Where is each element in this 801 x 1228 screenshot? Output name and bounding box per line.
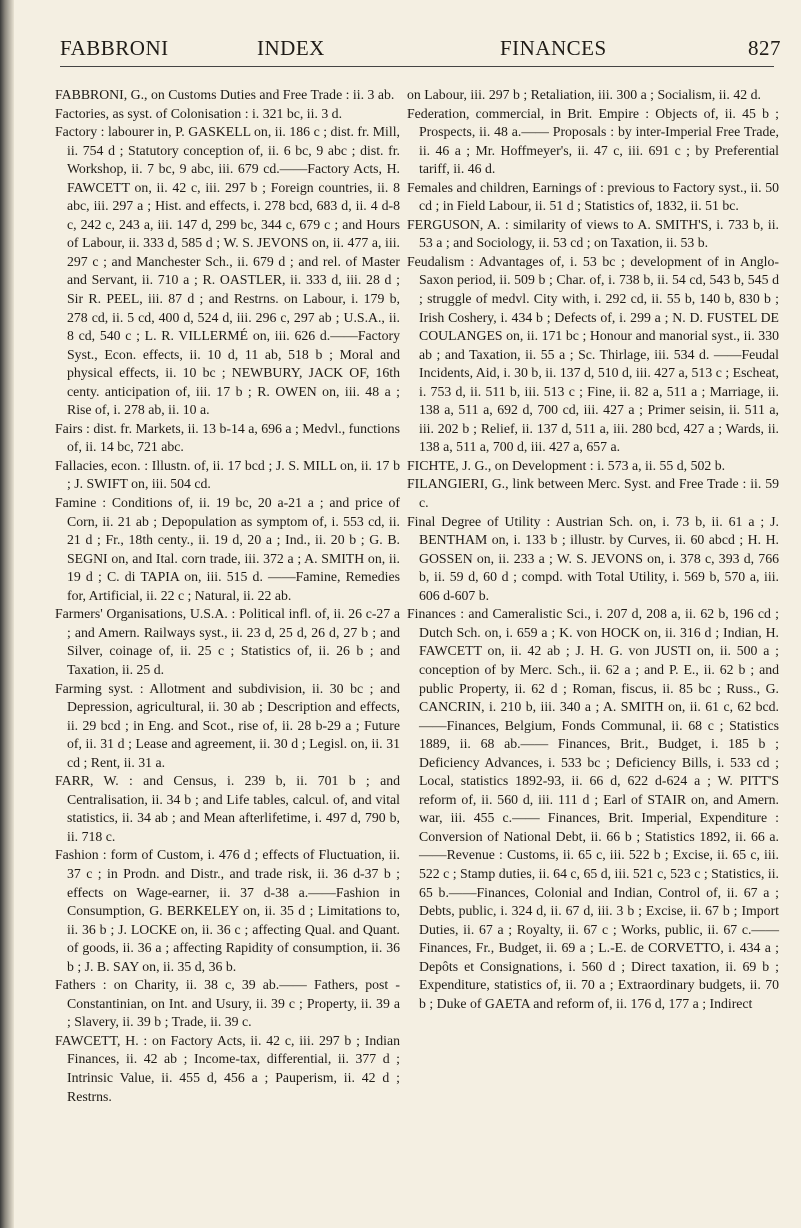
index-entry-continued: on Labour, iii. 297 b ; Retaliation, iii. 300 a ; Socialism, ii. 42 d. bbox=[407, 87, 761, 102]
index-entry: Famine : Conditions of, ii. 19 bc, 20 a-21 a ; and price of Corn, ii. 21 ab ; Depopulation as symptom of, i. 553 cd, ii. 21 d ; Fr., 18th centy., ii. 19 d, 20 a ; Ind., ii. 20 b ; G. B. SEGNI on, and Ital. corn trade, iii. 372 a ; A. SMITH on, ii. 19 d ; C. di TAPIA on, iii. 515 d. ——Famine, Remedies for, Artificial, ii. 22 c ; Natural, ii. 22 ab. bbox=[55, 495, 400, 603]
right-column bbox=[407, 86, 779, 1013]
index-entry: Factory : labourer in, P. GASKELL on, ii. 186 c ; dist. fr. Mill, ii. 754 d ; Statutory conception of, ii. 6 bc, 9 abc ; dist. fr. Workshop, ii. 7 bc, 9 abc, iii. 679 cd.——Factory Acts, H. FAWCETT on, ii. 42 c, iii. 297 b ; Foreign countries, ii. 8 abc, iii. 297 a ; Hist. and effects, i. 278 bcd, 683 d, ii. 4 d-8 c, 242 c, 243 a, iii. 147 d, 299 bc, 344 c, 679 c ; and Hours of Labour, ii. 333 d, 585 d ; W. S. JEVONS on, ii. 477 a, iii. 297 c ; and Manchester Sch., ii. 679 d ; and rel. of Master and Servant, ii. 710 a ; R. OASTLER, ii. 333 d, iii. 28 d ; Sir R. PEEL, iii. 87 d ; and Restrns. on Labour, i. 179 b, 278 cd, ii. 5 cd, 400 d, 524 d, iii. 296 c, 297 ab ; U.S.A., ii. 8 cd, 540 c ; L. R. VILLERMÉ on, iii. 626 d.——Factory Syst., Econ. effects, ii. 10 d, 11 ab, 518 b ; Moral and physical effects, ii. 10 bc ; NEWBURY, JACK OF, 16th centy. anticipation of, iii. 17 b ; R. OWEN on, iii. 48 a ; Rise of, i. 278 ab, ii. 10 a. bbox=[55, 124, 400, 418]
page-number: 827 bbox=[748, 36, 781, 60]
index-entry: Finances : and Cameralistic Sci., i. 207 d, 208 a, ii. 62 b, 196 cd ; Dutch Sch. on, i. 659 a ; K. von HOCK on, ii. 316 d ; Indian, H. FAWCETT on, ii. 42 ab ; J. H. G. von JUSTI on, ii. 500 a ; conception of by Merc. Sch., ii. 62 a ; and P. E., ii. 62 b ; and public Property, ii. 62 d ; Roman, fiscus, ii. 85 bc ; Russ., G. CANCRIN, i. 210 b, iii. 340 a ; A. SMITH on, ii. 61 c, 62 bcd.——Finances, Belgium, Fonds Communal, ii. 68 c ; Statistics 1889, ii. 68 ab.—— Finances, Brit., Budget, i. 185 b ; Deficiency Advances, i. 533 bc ; Deficiency Bills, i. 533 cd ; Local, statistics 1892-93, ii. 66 d, 622 d-624 a ; W. PITT'S reform of, ii. 560 d, iii. 111 d ; Earl of STAIR on, and Amern. war, iii. 455 c.—— Finances, Brit. Imperial, Expenditure : Conversion of National Debt, ii. 66 b ; Statistics 1892, ii. 66 a.——Revenue : Customs, ii. 65 c, iii. 522 b ; Excise, ii. 65 c, iii. 522 c ; Stamp duties, ii. 64 c, 65 d, iii. 521 c, 523 c ; Statistics, ii. 65 b.——Finances, Colonial and Indian, Control of, ii. 67 a ; Debts, public, i. 324 d, ii. 67 d, iii. 3 b ; Excise, ii. 67 b ; Import Duties, ii. 67 a ; Royalty, ii. 67 c ; Works, public, ii. 67 c.——Finances, Fr., Budget, ii. 69 a ; L.-E. de CORVETTO, i. 434 a ; Depôts et Consignations, i. 560 d ; Direct taxation, ii. 69 b ; Expenditure, statistics of, ii. 70 a ; Extraordinary budgets, ii. 70 b ; Duke of GAETA and reform of, ii. 176 d, 177 a ; Indirect bbox=[407, 606, 779, 1011]
header-rule bbox=[60, 66, 774, 67]
left-column bbox=[55, 86, 400, 1106]
index-entry: Farming syst. : Allotment and subdivision, ii. 30 bc ; and Depression, agricultural, ii. 30 ab ; Description and effects, ii. 29 bcd ; in Eng. and Scot., rise of, ii. 28 b-29 a ; Future of, ii. 31 d ; Lease and agreement, ii. 30 d ; Legisl. on, ii. 31 cd ; Rent, ii. 31 a. bbox=[55, 680, 400, 770]
index-entry: Factories, as syst. of Colonisation : i. 321 bc, ii. 3 d. bbox=[55, 105, 343, 121]
index-entry: FARR, W. : and Census, i. 239 b, ii. 701 b ; and Centralisation, ii. 34 b ; and Life tables, calcul. of, and vital statistics, ii. 34 ab ; and Mean afterlifetime, i. 497 d, 790 b, ii. 718 c. bbox=[55, 773, 400, 844]
index-entry: Feudalism : Advantages of, i. 53 bc ; development of in Anglo-Saxon period, ii. 509 b ; Char. of, i. 738 b, ii. 54 cd, 543 b, 545 d ; struggle of medvl. City with, i. 292 cd, ii. 55 b, 140 b, 830 b ; Irish Coshery, i. 434 b ; Defects of, i. 299 a ; N. D. FUSTEL DE COULANGES on, ii. 171 bc ; Honour and manorial syst., ii. 330 ab ; and Taxation, ii. 55 a ; Sc. Thirlage, iii. 534 d. ——Feudal Incidents, Aid, i. 30 b, ii. 137 d, 510 d, iii. 427 a, 513 c ; Escheat, i. 753 d, ii. 511 b, iii. 513 c ; Fine, ii. 82 a, 511 a ; Marriage, ii. 138 a, 511 a, 692 d, 700 cd, iii. 427 a ; Primer seisin, ii. 511 a, iii. 202 b ; Relief, ii. 137 d, 511 a, iii. 280 bcd, 427 a ; Wards, ii. 138 a, 511 a, 700 d, iii. 427 a, 657 a. bbox=[407, 253, 779, 455]
header-left-word: FABBRONI bbox=[60, 36, 169, 60]
index-entry: FAWCETT, H. : on Factory Acts, ii. 42 c, iii. 297 b ; Indian Finances, ii. 42 ab ; Income-tax, differential, ii. 377 d ; Intrinsic Value, ii. 455 d, 456 a ; Pauperism, ii. 42 d ; Restrns. bbox=[55, 1032, 400, 1104]
index-entry: Fashion : form of Custom, i. 476 d ; effects of Fluctuation, ii. 37 c ; in Prodn. and Distr., and trade risk, ii. 36 d-37 b ; effects on Wage-earner, ii. 37 d-38 a.——Fashion in Consumption, G. BERKELEY on, ii. 35 d ; Limitations to, ii. 36 b ; J. LOCKE on, ii. 36 c ; affecting Qual. and Quant. of goods, ii. 36 a ; affecting Rapidity of consumption, ii. 36 b ; J. B. SAY on, ii. 35 d, 36 b. bbox=[55, 847, 400, 974]
header-index-word: INDEX bbox=[257, 36, 325, 60]
index-entry: FERGUSON, A. : similarity of views to A. SMITH'S, i. 733 b, ii. 53 a ; and Sociology, ii. 53 cd ; on Taxation, ii. 53 b. bbox=[407, 216, 779, 251]
index-entry: Final Degree of Utility : Austrian Sch. on, i. 73 b, ii. 61 a ; J. BENTHAM on, i. 133 b ; illustr. by Curves, ii. 60 abcd ; H. H. GOSSEN on, ii. 233 a ; W. S. JEVONS on, i. 378 c, 393 d, 766 b, ii. 59 d, 60 d ; compd. with Total Utility, i. 569 b, 570 a, iii. 606 d-607 b. bbox=[407, 513, 779, 603]
index-entry: Fathers : on Charity, ii. 38 c, 39 ab.—— Fathers, post - Constantinian, on Int. and Usury, ii. 39 c ; Property, ii. 39 a ; Slavery, ii. 39 b ; Trade, ii. 39 c. bbox=[55, 977, 400, 1030]
header-right-word: FINANCES bbox=[500, 36, 607, 60]
index-entry: Females and children, Earnings of : previous to Factory syst., ii. 50 cd ; in Field Labour, ii. 51 d ; Statistics of, 1832, ii. 51 bc. bbox=[407, 179, 779, 214]
index-entry: FABBRONI, G., on Customs Duties and Free Trade : ii. 3 ab. bbox=[55, 87, 395, 102]
index-entry: Federation, commercial, in Brit. Empire : Objects of, ii. 45 b ; Prospects, ii. 48 a.—— Proposals : by inter-Imperial Free Trade, ii. 46 a ; Mr. Hoffmeyer's, ii. 47 c, iii. 691 c ; by Preferential tariff, ii. 46 d. bbox=[407, 105, 779, 177]
index-entry: Farmers' Organisations, U.S.A. : Political infl. of, ii. 26 c-27 a ; and Amern. Railways syst., ii. 23 d, 25 d, 26 d, 27 b ; and Silver, coinage of, ii. 25 c ; Statistics of, ii. 26 b ; and Taxation, ii. 25 d. bbox=[55, 606, 400, 677]
index-entry: Fairs : dist. fr. Markets, ii. 13 b-14 a, 696 a ; Medvl., functions of, ii. 14 bc, 721 abc. bbox=[55, 420, 400, 455]
page-binding-edge bbox=[0, 0, 14, 1228]
index-entry: FICHTE, J. G., on Development : i. 573 a, ii. 55 d, 502 b. bbox=[407, 457, 726, 473]
running-header bbox=[60, 36, 781, 64]
index-entry: Fallacies, econ. : Illustn. of, ii. 17 bcd ; J. S. MILL on, ii. 17 b ; J. SWIFT on, iii. 504 cd. bbox=[55, 457, 400, 492]
index-entry: FILANGIERI, G., link between Merc. Syst. and Free Trade : ii. 59 c. bbox=[407, 476, 779, 511]
